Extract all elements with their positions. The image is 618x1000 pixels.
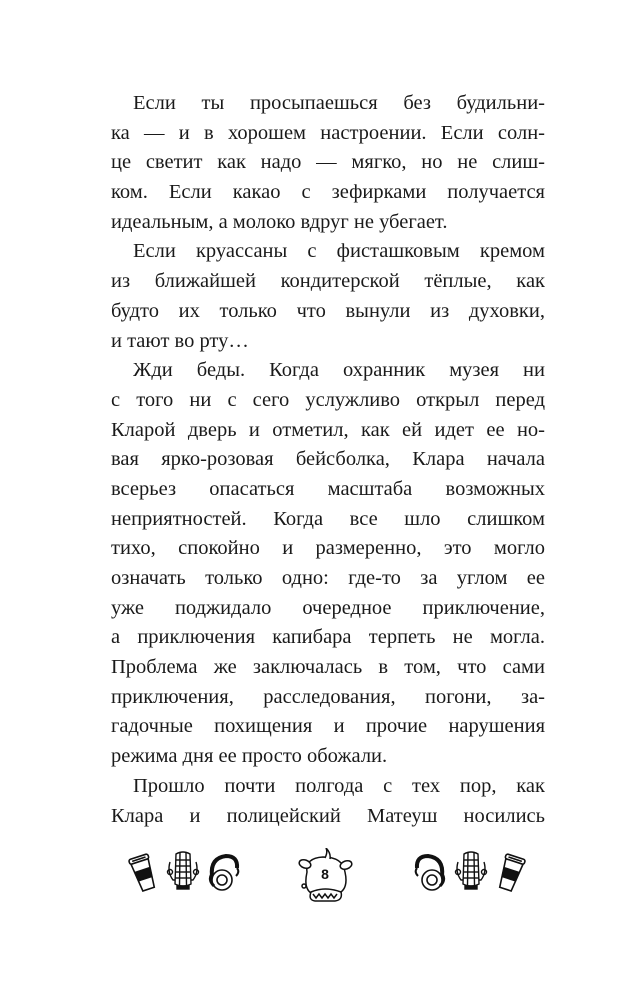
text-line: Если ты просыпаешься без будильни- xyxy=(133,92,545,114)
text-line: означать только одно: где-то за углом ее xyxy=(111,567,545,589)
text-line: приключения, расследования, погони, за- xyxy=(111,685,545,708)
text-line: неприятностей. Когда все шло слишком xyxy=(111,507,545,530)
text-line: ка — и в хорошем настроении. Если солн- xyxy=(111,121,545,144)
text-line: Если круассаны с фисташковым кремом xyxy=(133,240,545,263)
text-line: Проблема же заключалась в том, что сами xyxy=(111,656,545,679)
page-footer xyxy=(0,848,618,918)
text-line: и тают во рту… xyxy=(111,329,249,352)
text-line: Жди беды. Когда охранник музея ни xyxy=(133,359,545,382)
text-line: це светит как надо — мягко, но не слиш- xyxy=(111,151,545,174)
text-line: будто их только что вынули из духовки, xyxy=(111,299,545,322)
text-line: а приключения капибара терпеть не могла. xyxy=(111,626,545,649)
text-line: Клара и полицейский Матеуш носились xyxy=(111,804,545,827)
text-line: Прошло почти полгода с тех пор, как xyxy=(133,774,545,797)
text-line: уже поджидало очередное приключение, xyxy=(111,596,545,619)
corn-icon xyxy=(452,850,490,894)
text-line: ком. Если какао с зефирками получается xyxy=(111,181,545,204)
text-line: тихо, спокойно и размеренно, это могло xyxy=(111,537,545,560)
footer-ornament-left xyxy=(124,850,242,894)
coffee-cup-icon xyxy=(124,850,162,894)
text-line: гадочные похищения и прочие нарушения xyxy=(111,715,545,738)
text-line: Кларой дверь и отметил, как ей идет ее но- xyxy=(111,418,545,441)
text-line: идеальным, а молоко вдруг не убегает. xyxy=(111,210,448,233)
footer-ornament-right xyxy=(412,850,530,894)
headphones-icon xyxy=(412,850,450,894)
page-body-text xyxy=(111,89,545,831)
text-line: вая ярко-розовая бейсболка, Клара начала xyxy=(111,448,545,471)
coffee-cup-icon xyxy=(492,850,530,894)
corn-icon xyxy=(164,850,202,894)
text-line: режима дня ее просто обожали. xyxy=(111,745,388,768)
headphones-icon xyxy=(204,850,242,894)
text-line: из ближайшей кондитерской тёплые, как xyxy=(111,270,545,293)
page-number-badge xyxy=(295,848,355,910)
text-line: всерьез опасаться масштаба возможных xyxy=(111,477,545,500)
page-number: 8 xyxy=(321,866,329,882)
text-line: с того ни с сего услужливо открыл перед xyxy=(111,388,545,411)
